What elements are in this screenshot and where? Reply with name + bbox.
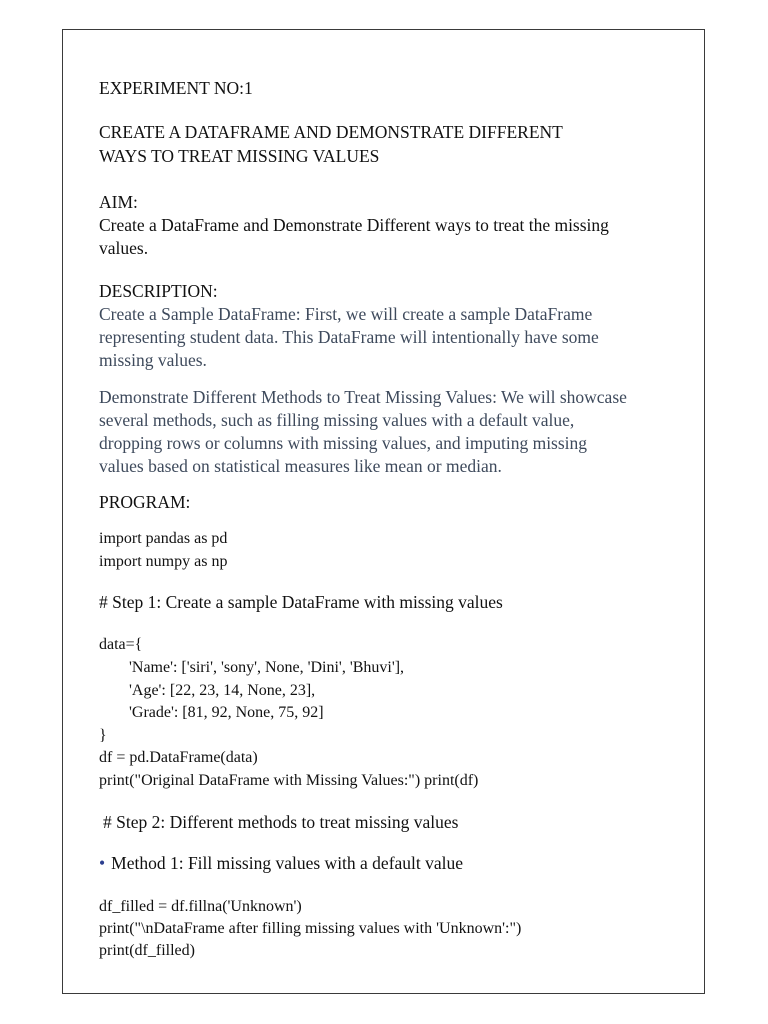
description-para1-line: missing values. [99, 350, 207, 370]
description-para1-line: Create a Sample DataFrame: First, we will create a sample DataFrame [99, 304, 593, 324]
code-line: print("\nDataFrame after filling missing values with 'Unknown':") [99, 920, 522, 937]
aim-heading: AIM: [99, 192, 138, 212]
program-heading: PROGRAM: [99, 492, 191, 512]
code-line: data={ [99, 636, 143, 653]
aim-text-line-2: values. [99, 238, 149, 258]
code-line: print("Original DataFrame with Missing Values:") print(df) [99, 772, 479, 789]
code-line: 'Age': [22, 23, 14, None, 23], [129, 682, 316, 699]
description-para2-line: several methods, such as filling missing values with a default value, [99, 410, 575, 430]
method1-label: Method 1: Fill missing values with a default value [111, 853, 464, 873]
code-line: } [99, 727, 107, 744]
step1-comment: # Step 1: Create a sample DataFrame with missing values [99, 592, 503, 612]
method1-bullet-item [99, 852, 463, 875]
code-line: df_filled = df.fillna('Unknown') [99, 898, 302, 915]
description-para2-line: Demonstrate Different Methods to Treat Missing Values: We will showcase [99, 387, 627, 407]
code-line: 'Name': ['siri', 'sony', None, 'Dini', 'Bhuvi'], [129, 659, 405, 676]
code-line: df = pd.DataFrame(data) [99, 749, 258, 766]
description-para2-line: dropping rows or columns with missing values, and imputing missing [99, 433, 588, 453]
code-line: 'Grade': [81, 92, None, 75, 92] [129, 704, 324, 721]
bullet-icon: • [99, 853, 106, 873]
description-para1-line: representing student data. This DataFrame will intentionally have some [99, 327, 599, 347]
code-line-import: import numpy as np [99, 553, 228, 570]
experiment-title-line-2: WAYS TO TREAT MISSING VALUES [99, 146, 380, 166]
experiment-number: EXPERIMENT NO:1 [99, 78, 253, 98]
experiment-title-line-1: CREATE A DATAFRAME AND DEMONSTRATE DIFFERENT [99, 122, 563, 142]
code-line-import: import pandas as pd [99, 530, 228, 547]
code-line: print(df_filled) [99, 942, 195, 959]
step2-comment: # Step 2: Different methods to treat missing values [103, 812, 459, 832]
aim-text-line-1: Create a DataFrame and Demonstrate Different ways to treat the missing [99, 215, 609, 235]
description-para2-line: values based on statistical measures like mean or median. [99, 456, 502, 476]
description-heading: DESCRIPTION: [99, 281, 218, 301]
